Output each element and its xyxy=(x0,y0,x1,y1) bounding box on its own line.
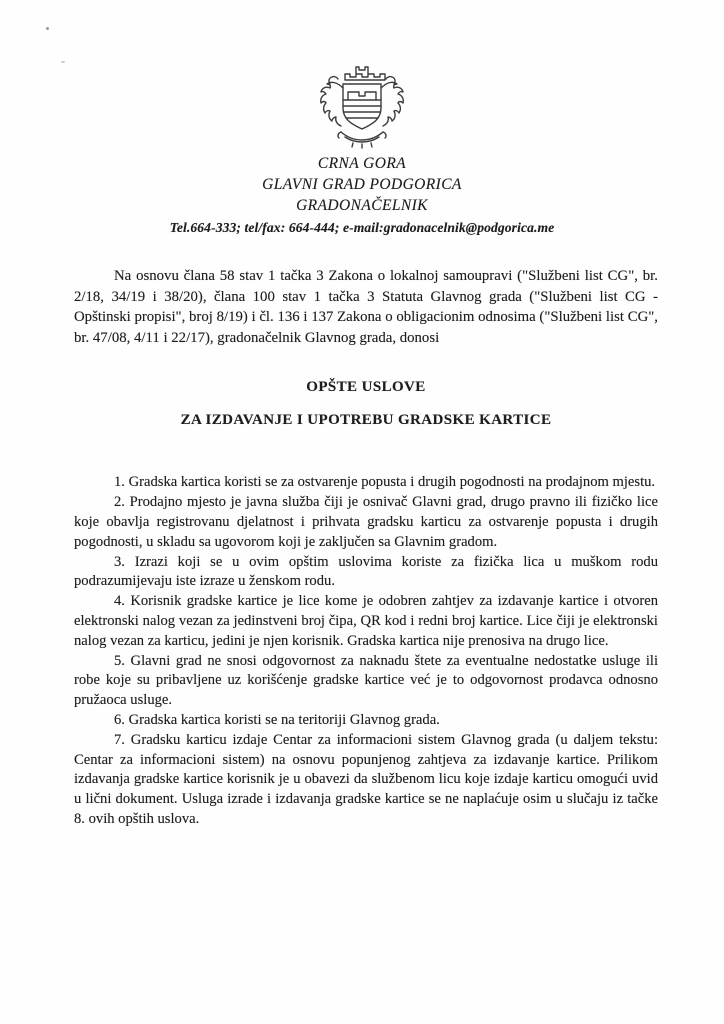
title-block xyxy=(74,378,658,429)
doc-title-line-2: ZA IZDAVANJE I UPOTREBU GRADSKE KARTICE xyxy=(180,412,552,429)
scan-speck xyxy=(46,27,49,30)
article-paragraph-7: 7. Gradsku karticu izdaje Centar za informacioni sistem Glavnog grada (u daljem tekstu: Centar za informacioni sistem) na osnovu popunjenog zahtjeva za izdavanje kartice. Prilikom izdavanja gradske kartice korisnik je u obavezi da službenom licu koje izdaje karticu omogući uvid u lični dokument. Usluga izrade i izdavanja gradske kartice se ne naplaćuje osim u slučaju iz tačke 8. ovih opštih uslova. xyxy=(74,731,658,827)
article-paragraph-5: 5. Glavni grad ne snosi odgovornost za naknadu štete za eventualne nedostatke usluge ili robe koje su pribavljene uz korišćenje gradske kartice već je to odgovornost prodavca odnosno pružaoca usluge. xyxy=(74,652,658,709)
org-line-office: GRADONAČELNIK xyxy=(296,197,428,214)
contact-line: Tel.664-333; tel/fax: 664-444; e-mail:gradonacelnik@podgorica.me xyxy=(169,220,555,235)
article-paragraph-1: 1. Gradska kartica koristi se za ostvarenje popusta i drugih pogodnosti na prodajnom mjestu. xyxy=(114,474,656,491)
article-paragraph-4: 4. Korisnik gradske kartice je lice kome je odobren zahtjev za izdavanje kartice i otvoren elektronski nalog vezan za jedinstveni broj čipa, QR kod i redni broj kartice. Lice čiji je elektronski nalog vezan za karticu, jedini je njen korisnik. Gradska kartica nije prenosiva na drugo lice. xyxy=(74,593,658,649)
podgorica-coat-of-arms-icon xyxy=(312,64,412,157)
article-paragraph-2: 2. Prodajno mjesto je javna služba čiji je osnivač Glavni grad, drugo pravno ili fizičko lice koje obavlja registrovanu djelatnost i prihvata gradsku karticu za ostvarenje popusta i drugih pogodnosti, u skladu sa ugovorom koji je zaključen sa Glavnim gradom. xyxy=(74,494,658,550)
scan-speck xyxy=(61,61,65,63)
article-paragraph-3: 3. Izrazi koji se u ovim opštim uslovima koriste za fizička lica u muškom rodu podrazumijevaju iste izraze u ženskom rodu. xyxy=(74,553,658,590)
org-line-city: GLAVNI GRAD PODGORICA xyxy=(262,176,462,193)
letterhead xyxy=(0,153,724,237)
preamble-paragraph: Na osnovu člana 58 stav 1 tačka 3 Zakona o lokalnoj samoupravi ("Službeni list CG", br. 2/18, 34/19 i 38/20), člana 100 stav 1 tačka 3 Statuta Glavnog grada ("Službeni list CG - Opštinski propisi", broj 8/19) i čl. 136 i 137 Zakona o obligacionim odnosima ("Službeni list CG", br. 47/08, 4/11 i 22/17), gradonačelnik Glavnog grada, donosi xyxy=(74,268,658,346)
doc-title-line-1: OPŠTE USLOVE xyxy=(306,379,426,396)
article-paragraph-6: 6. Gradska kartica koristi se na teritoriji Glavnog grada. xyxy=(114,711,440,728)
document-body xyxy=(74,266,658,830)
org-line-country: CRNA GORA xyxy=(317,155,407,172)
articles-section xyxy=(74,473,658,829)
